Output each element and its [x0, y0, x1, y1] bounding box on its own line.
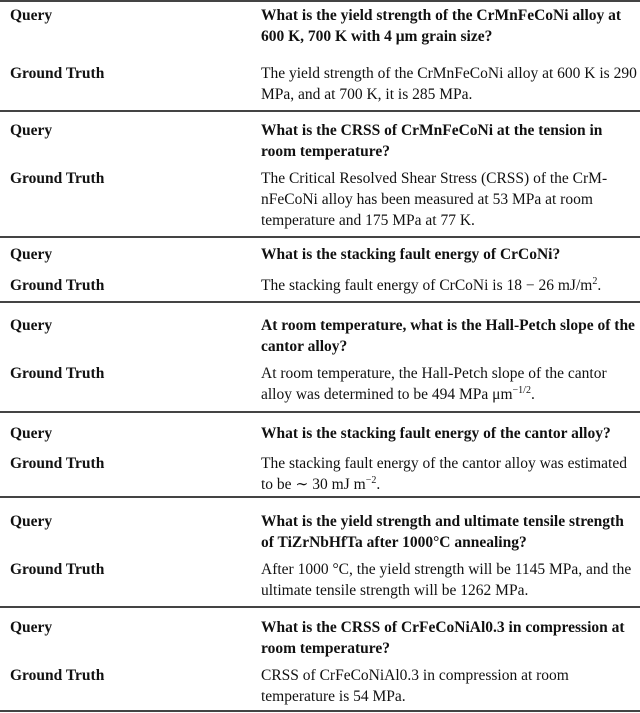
top-rule — [0, 0, 640, 2]
ground-truth-text — [261, 168, 637, 231]
ground-truth-label: Ground Truth — [10, 365, 105, 382]
ground-truth-main: After 1000 °C, the yield strength will be 1145 MPa, and the ultimate tensile strength will be 1262 MPa. — [261, 561, 632, 599]
ground-truth-label: Ground Truth — [10, 170, 105, 187]
ground-truth-label: Ground Truth — [10, 455, 105, 472]
superscript: −1/2 — [512, 385, 531, 396]
ground-truth-text — [261, 665, 637, 707]
superscript: −2 — [365, 475, 377, 486]
query-label: Query — [10, 317, 53, 334]
ground-truth-label: Ground Truth — [10, 561, 105, 578]
query-text: What is the CRSS of CrFeCoNiAl0.3 in compression at room temperature? — [261, 619, 625, 657]
query-text: What is the yield strength of the CrMnFeCoNi alloy at 600 K, 700 K with 4 μm grain size? — [261, 7, 622, 45]
row-separator — [0, 710, 640, 712]
ground-truth-text — [261, 275, 637, 296]
ground-truth-text — [261, 363, 637, 405]
ground-truth-main: The Critical Resolved Shear Stress (CRSS) of the CrM-nFeCoNi alloy has been measured at 53 MPa at room temperature and 175 MPa at 77 K. — [261, 170, 608, 229]
ground-truth-main: The stacking fault energy of the cantor alloy was estimated to be ∼ 30 mJ m — [261, 455, 627, 493]
query-label: Query — [10, 513, 53, 530]
ground-truth-main: The stacking fault energy of CrCoNi is 18 − 26 mJ/m — [261, 277, 593, 294]
row-separator — [0, 411, 640, 413]
ground-truth-text — [261, 63, 637, 105]
row-separator — [0, 606, 640, 608]
ground-truth-tail: . — [597, 277, 602, 294]
query-label: Query — [10, 7, 53, 24]
superscript: 2 — [592, 276, 598, 287]
ground-truth-tail: . — [376, 476, 381, 493]
query-text: What is the stacking fault energy of CrCoNi? — [261, 246, 561, 263]
query-text: What is the yield strength and ultimate tensile strength of TiZrNbHfTa after 1000°C annealing? — [261, 513, 624, 551]
ground-truth-main: CRSS of CrFeCoNiAl0.3 in compression at room temperature is 54 MPa. — [261, 667, 569, 705]
query-text: What is the CRSS of CrMnFeCoNi at the tension in room temperature? — [261, 122, 603, 160]
row-separator — [0, 301, 640, 303]
ground-truth-text — [261, 559, 637, 601]
ground-truth-tail: . — [530, 386, 535, 403]
query-label: Query — [10, 246, 53, 263]
ground-truth-text — [261, 453, 637, 495]
row-separator — [0, 236, 640, 238]
query-text: What is the stacking fault energy of the cantor alloy? — [261, 425, 611, 442]
query-label: Query — [10, 122, 53, 139]
row-separator — [0, 496, 640, 498]
query-label: Query — [10, 425, 53, 442]
ground-truth-label: Ground Truth — [10, 65, 105, 82]
row-separator — [0, 110, 640, 112]
ground-truth-label: Ground Truth — [10, 667, 105, 684]
query-text: At room temperature, what is the Hall-Petch slope of the cantor alloy? — [261, 317, 635, 355]
ground-truth-main: At room temperature, the Hall-Petch slope of the cantor alloy was determined to be 494 MPa μm — [261, 365, 607, 403]
ground-truth-main: The yield strength of the CrMnFeCoNi alloy at 600 K is 290 MPa, and at 700 K, it is 285 MPa. — [261, 65, 637, 103]
ground-truth-label: Ground Truth — [10, 277, 105, 294]
query-label: Query — [10, 619, 53, 636]
